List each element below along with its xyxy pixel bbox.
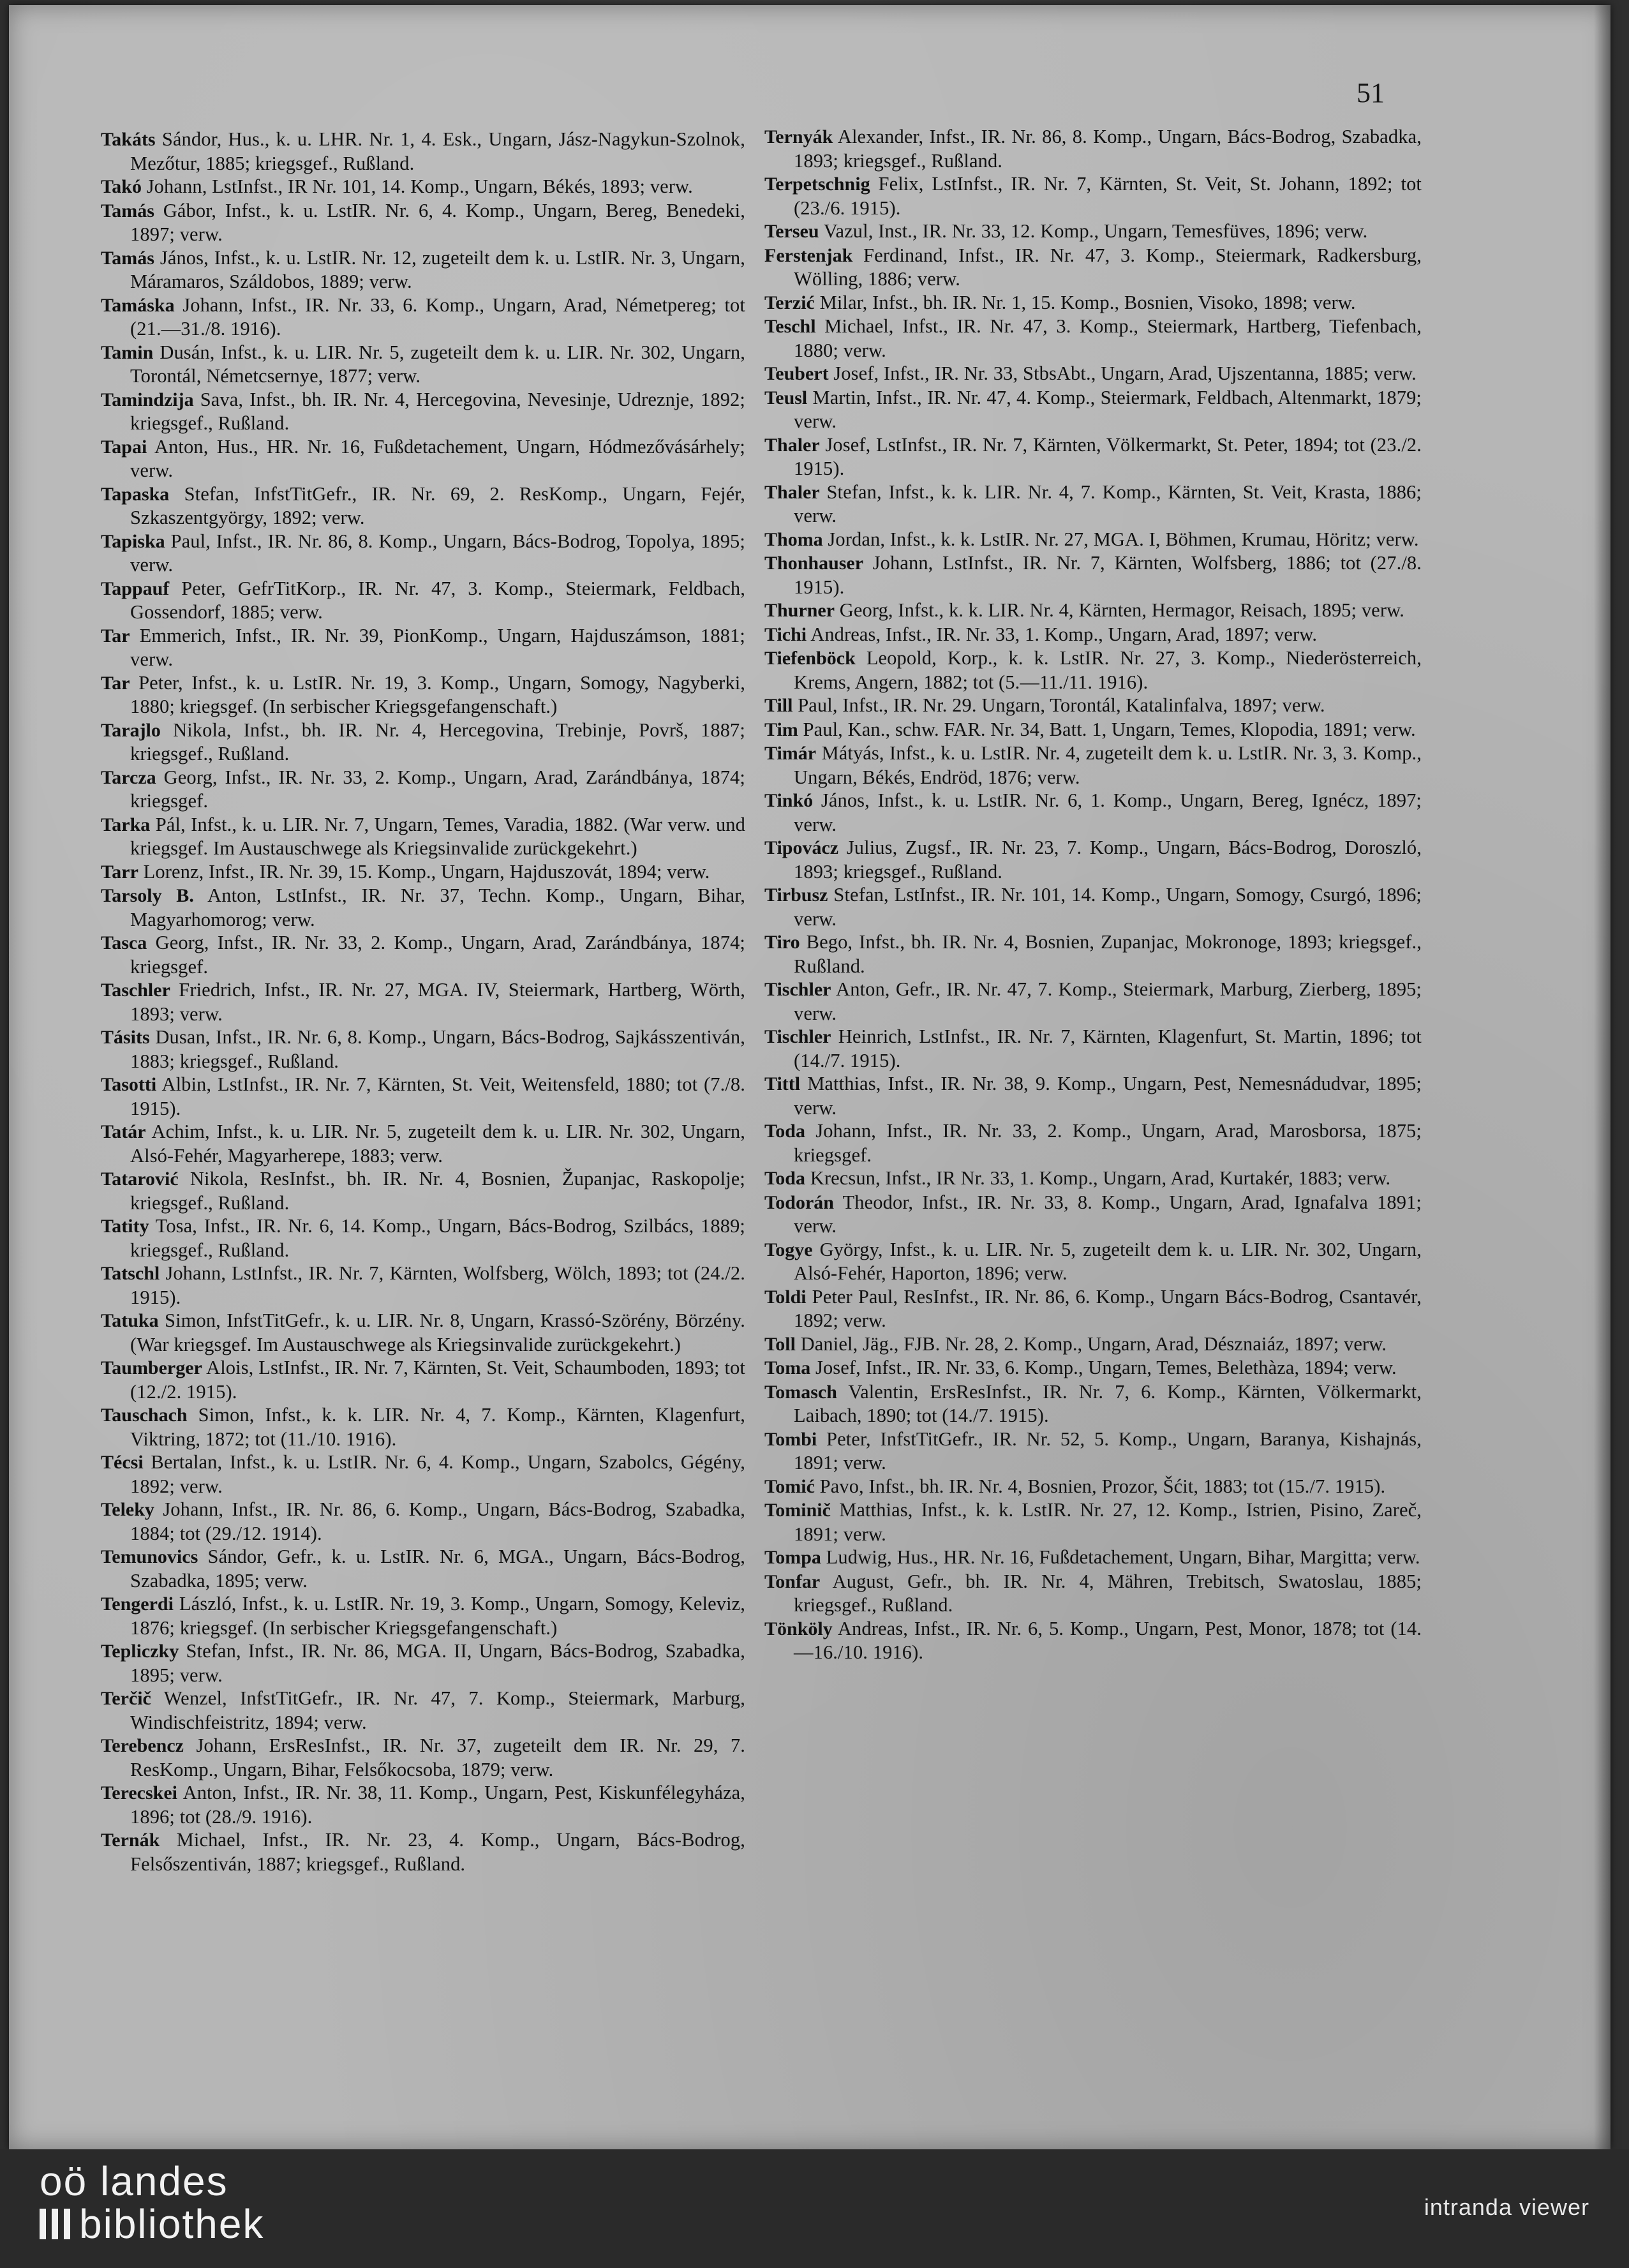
entry-surname: Toda [764, 1168, 805, 1189]
entry-details: Simon, InfstTitGefr., k. u. LIR. Nr. 8, Ungarn, Krassó-Szörény, Börzény. (War kriegsgef. Im Austauschwege als Kriegsinvalide zurückgekehrt.) [130, 1309, 745, 1355]
entry-details: Peter Paul, ResInfst., IR. Nr. 86, 6. Komp., Ungarn Bács-Bodrog, Csantavér, 1892; verw. [794, 1285, 1422, 1331]
entry-surname: Tischler [764, 979, 831, 1000]
register-entry [764, 623, 1422, 647]
register-entry [764, 1025, 1422, 1072]
entry-surname: Tapaska [101, 483, 170, 505]
register-entry [764, 836, 1422, 883]
entry-details: Gábor, Infst., k. u. LstIR. Nr. 6, 4. Komp., Ungarn, Bereg, Benedeki, 1897; verw. [130, 199, 745, 245]
register-entry [101, 1214, 745, 1262]
entry-surname: Tapiska [101, 530, 165, 552]
register-entry [101, 1120, 745, 1167]
entry-surname: Tittl [764, 1073, 801, 1094]
viewer-brand[interactable]: intranda viewer [1424, 2194, 1589, 2220]
register-entry [101, 766, 745, 813]
entry-details: Johann, Infst., IR. Nr. 33, 6. Komp., Ungarn, Arad, Németpereg; tot (21.—31./8. 1916). [130, 294, 745, 339]
entry-details: Julius, Zugsf., IR. Nr. 23, 7. Komp., Ungarn, Bács-Bodrog, Doroszló, 1893; kriegsgef., Rußland. [794, 837, 1422, 883]
entry-surname: Taschler [101, 980, 170, 1001]
entry-surname: Toda [764, 1121, 805, 1142]
entry-details: Peter, InfstTitGefr., IR. Nr. 52, 5. Komp., Ungarn, Baranya, Kishajnás, 1891; verw. [794, 1428, 1422, 1473]
register-entry [101, 199, 745, 246]
entry-surname: Tatity [101, 1216, 149, 1237]
register-entry [101, 1167, 745, 1214]
entry-surname: Toll [764, 1333, 796, 1355]
entry-surname: Tatschl [101, 1263, 160, 1284]
register-entry [764, 978, 1422, 1025]
entry-details: Josef, LstInfst., IR. Nr. 7, Kärnten, Völkermarkt, St. Peter, 1894; tot (23./2. 1915). [794, 433, 1422, 479]
register-entry [764, 315, 1422, 362]
register-entry [101, 128, 745, 175]
entry-surname: Tasotti [101, 1074, 157, 1095]
entry-details: Peter, Infst., k. u. LstIR. Nr. 19, 3. Komp., Ungarn, Somogy, Nagyberki, 1880; kriegsgef. (In serbischer Kriegsgefangenschaft.) [130, 671, 746, 717]
entry-details: Andreas, Infst., IR. Nr. 33, 1. Komp., Ungarn, Arad, 1897; verw. [810, 623, 1318, 645]
entry-surname: Tatár [101, 1121, 146, 1142]
entry-surname: Ferstenjak [764, 244, 853, 266]
entry-surname: Takó [101, 176, 142, 197]
register-entry [101, 1687, 745, 1734]
entry-details: Matthias, Infst., k. k. LstIR. Nr. 27, 12. Komp., Istrien, Pisino, Zareč, 1891; verw. [794, 1499, 1422, 1545]
entry-surname: Tapai [101, 436, 147, 458]
register-entry [764, 125, 1422, 172]
register-entry [764, 1332, 1422, 1357]
register-entry [101, 341, 745, 388]
register-entry [101, 1403, 745, 1451]
logo-line-2: bibliothek [79, 2201, 265, 2247]
register-entry [101, 1309, 745, 1356]
entry-surname: Tichi [764, 623, 807, 645]
entry-surname: Tinkó [764, 790, 814, 811]
entry-details: Martin, Infst., IR. Nr. 47, 4. Komp., Steiermark, Feldbach, Altenmarkt, 1879; verw. [794, 386, 1422, 432]
register-entry [764, 1617, 1422, 1664]
entry-details: Johann, Infst., IR. Nr. 86, 6. Komp., Ungarn, Bács-Bodrog, Szabadka, 1884; tot (29./12. 1914). [130, 1498, 746, 1544]
register-entry [101, 388, 745, 435]
entry-surname: Thonhauser [764, 553, 864, 574]
entry-details: Krecsun, Infst., IR Nr. 33, 1. Komp., Ungarn, Arad, Kurtakér, 1883; verw. [810, 1167, 1391, 1189]
register-entry [101, 1639, 745, 1687]
register-entry [101, 1734, 745, 1781]
entry-details: György, Infst., k. u. LIR. Nr. 5, zugeteilt dem k. u. LIR. Nr. 302, Ungarn, Alsó-Fehér, Haporton, 1896; verw. [794, 1238, 1422, 1284]
entry-details: Dusan, Infst., IR. Nr. 6, 8. Komp., Ungarn, Bács-Bodrog, Sajkásszentiván, 1883; kriegsgef., Rußland. [130, 1026, 745, 1072]
entry-details: Anton, Hus., HR. Nr. 16, Fußdetachement, Ungarn, Hódmezővásárhely; verw. [130, 435, 745, 481]
register-entry [764, 1238, 1422, 1285]
entry-details: Daniel, Jäg., FJB. Nr. 28, 2. Komp., Ungarn, Arad, Désznaiáz, 1897; verw. [800, 1332, 1387, 1355]
register-entry [764, 1570, 1422, 1617]
page-edge-shadow [1594, 5, 1610, 2149]
register-entry [101, 978, 745, 1026]
register-entry [101, 482, 745, 530]
entry-details: Georg, Infst., IR. Nr. 33, 2. Komp., Ungarn, Arad, Zarándbánya, 1874; kriegsgef. [130, 932, 745, 978]
register-entry [764, 528, 1422, 552]
entry-details: Alois, LstInfst., IR. Nr. 7, Kärnten, St. Veit, Schaumboden, 1893; tot (12./2. 1915). [130, 1357, 745, 1403]
entry-surname: Tamás [101, 200, 154, 221]
entry-details: Jordan, Infst., k. k. LstIR. Nr. 27, MGA. I, Böhmen, Krumau, Höritz; verw. [828, 528, 1419, 550]
entry-surname: Tombi [764, 1428, 817, 1450]
register-entry [764, 694, 1422, 718]
entry-details: Anton, LstInfst., IR. Nr. 37, Techn. Komp., Ungarn, Bihar, Magyarhomorog; verw. [130, 884, 746, 930]
entry-details: Albin, LstInfst., IR. Nr. 7, Kärnten, St. Veit, Weitensfeld, 1880; tot (7./8. 1915). [130, 1073, 745, 1119]
entry-details: László, Infst., k. u. LstIR. Nr. 19, 3. Komp., Ungarn, Somogy, Keleviz, 1876; kriegsgef. (In serbischer Kriegsgefangenschaft.) [130, 1593, 745, 1639]
entry-details: Anton, Gefr., IR. Nr. 47, 7. Komp., Steiermark, Marburg, Zierberg, 1895; verw. [794, 978, 1422, 1024]
register-entry [101, 1828, 745, 1876]
entry-surname: Ternyák [764, 126, 833, 147]
entry-details: Johann, LstInfst., IR Nr. 101, 14. Komp., Ungarn, Békés, 1893; verw. [146, 175, 693, 197]
entry-surname: Tim [764, 719, 798, 740]
entry-details: Johann, ErsResInfst., IR. Nr. 37, zugeteilt dem IR. Nr. 29, 7. ResKomp., Ungarn, Bihar, Felsőkocsoba, 1879; verw. [130, 1735, 745, 1780]
entry-details: Theodor, Infst., IR. Nr. 33, 8. Komp., Ungarn, Arad, Ignafalva 1891; verw. [794, 1191, 1422, 1237]
entry-surname: Tarcza [101, 766, 156, 788]
register-entry [101, 530, 745, 577]
entry-details: Stefan, InfstTitGefr., IR. Nr. 69, 2. ResKomp., Ungarn, Fejér, Szkaszentgyörgy, 1892; verw. [130, 482, 745, 528]
entry-details: Vazul, Inst., IR. Nr. 33, 12. Komp., Ungarn, Temesfüves, 1896; verw. [823, 220, 1368, 242]
entry-surname: Teleky [101, 1499, 154, 1520]
register-entry [101, 435, 745, 482]
entry-surname: Terčič [101, 1688, 151, 1709]
entry-details: Friedrich, Infst., IR. Nr. 27, MGA. IV, Steiermark, Hartberg, Wörth, 1893; verw. [130, 979, 745, 1025]
entry-surname: Terseu [764, 221, 819, 242]
entry-details: Heinrich, LstInfst., IR. Nr. 7, Kärnten, Klagenfurt, St. Martin, 1896; tot (14./7. 1915). [794, 1026, 1422, 1071]
register-entry [764, 220, 1422, 244]
register-entry [101, 1498, 745, 1545]
entry-surname: Thaler [764, 434, 820, 456]
entry-details: Stefan, Infst., IR. Nr. 86, MGA. II, Ungarn, Bács-Bodrog, Szabadka, 1895; verw. [130, 1640, 745, 1686]
entry-surname: Tappauf [101, 578, 170, 599]
entry-details: Ferdinand, Infst., IR. Nr. 47, 3. Komp., Steiermark, Radkersburg, Wölling, 1886; verw. [794, 244, 1422, 290]
entry-surname: Tompa [764, 1547, 821, 1568]
entry-details: Leopold, Korp., k. k. LstIR. Nr. 27, 3. Komp., Niederösterreich, Krems, Angern, 1882; tot (5.—11./11. 1916). [794, 647, 1422, 693]
entry-details: Johann, Infst., IR. Nr. 33, 2. Komp., Ungarn, Arad, Marosborsa, 1875; kriegsgef. [794, 1120, 1422, 1166]
register-entry [101, 1262, 745, 1309]
entry-surname: Tamás [101, 247, 154, 269]
entry-surname: Tauschach [101, 1405, 188, 1426]
entry-surname: Teubert [764, 363, 829, 384]
entry-surname: Terebencz [101, 1735, 184, 1756]
entry-surname: Timár [764, 743, 817, 764]
entry-details: Michael, Infst., IR. Nr. 47, 3. Komp., Steiermark, Hartberg, Tiefenbach, 1880; verw. [794, 315, 1422, 361]
entry-surname: Toma [764, 1357, 811, 1378]
register-entry [101, 1592, 745, 1639]
entry-surname: Togye [764, 1239, 813, 1260]
entry-surname: Toldi [764, 1286, 807, 1308]
entry-surname: Ternák [101, 1830, 160, 1851]
register-entry [101, 884, 745, 931]
entry-details: Ludwig, Hus., HR. Nr. 16, Fußdetachement, Ungarn, Bihar, Margitta; verw. [826, 1546, 1420, 1568]
entry-surname: Tarr [101, 861, 138, 883]
entry-surname: Todorán [764, 1191, 834, 1213]
entry-surname: Tatuka [101, 1310, 159, 1331]
entry-surname: Tischler [764, 1026, 831, 1047]
entry-surname: Thoma [764, 528, 823, 550]
entry-details: Bertalan, Infst., k. u. LstIR. Nr. 6, 4. Komp., Ungarn, Szabolcs, Gégény, 1892; verw. [130, 1451, 745, 1497]
register-entry [101, 294, 745, 341]
entry-surname: Temunovics [101, 1546, 198, 1567]
entry-surname: Thurner [764, 600, 835, 621]
register-entry [101, 1073, 745, 1120]
entry-details: Tosa, Infst., IR. Nr. 6, 14. Komp., Ungarn, Bács-Bodrog, Szilbács, 1889; kriegsgef., Rußland. [130, 1215, 745, 1261]
entry-surname: Terecskei [101, 1782, 177, 1803]
entry-details: Lorenz, Infst., IR. Nr. 39, 15. Komp., Ungarn, Hajduszovát, 1894; verw. [143, 860, 710, 883]
entry-details: Sándor, Hus., k. u. LHR. Nr. 1, 4. Esk., Ungarn, Jász-Nagykun-Szolnok, Mezőtur, 1885; kriegsgef., Rußland. [130, 128, 745, 174]
register-entry [101, 1781, 745, 1828]
register-entry [764, 172, 1422, 220]
register-entry [764, 1167, 1422, 1191]
entry-details: Valentin, ErsResInfst., IR. Nr. 7, 6. Komp., Kärnten, Völkermarkt, Laibach, 1890; tot (14./7. 1915). [794, 1380, 1422, 1426]
register-entry [764, 433, 1422, 481]
entry-details: Pavo, Infst., bh. IR. Nr. 4, Bosnien, Prozor, Šćit, 1883; tot (15./7. 1915). [819, 1475, 1386, 1497]
entry-surname: Tiro [764, 932, 800, 953]
register-entry [764, 1119, 1422, 1167]
left-column [101, 128, 745, 2042]
register-entry [101, 1356, 745, 1403]
entry-surname: Tamáska [101, 294, 175, 316]
entry-surname: Takáts [101, 129, 156, 150]
entry-details: Sándor, Gefr., k. u. LstIR. Nr. 6, MGA., Ungarn, Bács-Bodrog, Szabadka, 1895; verw. [130, 1546, 745, 1592]
entry-details: Michael, Infst., IR. Nr. 23, 4. Komp., Ungarn, Bács-Bodrog, Felsőszentiván, 1887; kriegsgef., Rußland. [130, 1829, 745, 1875]
register-entry [764, 244, 1422, 291]
entry-surname: Tar [101, 625, 130, 646]
entry-details: Sava, Infst., bh. IR. Nr. 4, Hercegovina, Nevesinje, Udreznje, 1892; kriegsgef., Rußland. [130, 388, 745, 434]
register-entry [101, 931, 745, 978]
register-entry [101, 719, 745, 766]
entry-surname: Taumberger [101, 1357, 202, 1378]
entry-details: Johann, LstInfst., IR. Nr. 7, Kärnten, Wolfsberg, Wölch, 1893; tot (24./2. 1915). [130, 1262, 746, 1308]
register-entry [764, 1475, 1422, 1499]
entry-details: August, Gefr., bh. IR. Nr. 4, Mähren, Trebitsch, Swatoslau, 1885; kriegsgef., Rußland. [794, 1570, 1422, 1616]
register-entry [101, 246, 745, 294]
entry-surname: Técsi [101, 1452, 144, 1473]
register-entry [101, 1451, 745, 1498]
register-entry [101, 671, 745, 719]
register-entry [764, 599, 1422, 623]
entry-details: Georg, Infst., IR. Nr. 33, 2. Komp., Ungarn, Arad, Zarándbánya, 1874; kriegsgef. [130, 766, 745, 812]
register-entry [101, 175, 745, 199]
register-entry [764, 1285, 1422, 1332]
library-logo[interactable] [40, 2158, 265, 2247]
entry-details: Bego, Infst., bh. IR. Nr. 4, Bosnien, Zupanjac, Mokronoge, 1893; kriegsgef., Rußland. [794, 931, 1422, 977]
register-entry [764, 930, 1422, 978]
entry-surname: Tatarović [101, 1168, 179, 1190]
entry-details: Mátyás, Infst., k. u. LstIR. Nr. 4, zugeteilt dem k. u. LstIR. Nr. 3, 3. Komp., Ungarn, Békés, Endröd, 1876; verw. [794, 742, 1422, 788]
entry-details: Simon, Infst., k. k. LIR. Nr. 4, 7. Komp., Kärnten, Klagenfurt, Viktring, 1872; tot (11./10. 1916). [130, 1404, 745, 1450]
entry-surname: Thaler [764, 481, 820, 503]
entry-surname: Tarka [101, 814, 151, 835]
entry-surname: Terpetschnig [764, 174, 870, 195]
entry-surname: Tominič [764, 1500, 831, 1521]
entry-surname: Tasca [101, 932, 147, 953]
entry-details: Josef, Infst., IR. Nr. 33, 6. Komp., Ungarn, Temes, Belethàza, 1894; verw. [815, 1357, 1397, 1378]
entry-details: Emmerich, Infst., IR. Nr. 39, PionKomp., Ungarn, Hajduszámson, 1881; verw. [130, 624, 745, 670]
entry-details: Matthias, Infst., IR. Nr. 38, 9. Komp., Ungarn, Pest, Nemesnádudvar, 1895; verw. [794, 1073, 1422, 1119]
logo-line-2-wrap [40, 2202, 264, 2246]
entry-surname: Terzić [764, 292, 815, 313]
entry-details: Peter, GefrTitKorp., IR. Nr. 47, 3. Komp., Steiermark, Feldbach, Gossendorf, 1885; verw. [130, 577, 745, 623]
entry-surname: Tonfar [764, 1570, 821, 1592]
entry-details: János, Infst., k. u. LstIR. Nr. 6, 1. Komp., Ungarn, Bereg, Ignécz, 1897; verw. [794, 789, 1422, 835]
entry-details: Johann, LstInfst., IR. Nr. 7, Kärnten, Wolfsberg, 1886; tot (27./8. 1915). [794, 552, 1422, 598]
entry-surname: Till [764, 695, 793, 716]
entry-surname: Tamin [101, 341, 154, 363]
entry-details: Paul, Infst., IR. Nr. 86, 8. Komp., Ungarn, Bács-Bodrog, Topolya, 1895; verw. [130, 530, 745, 576]
page-number: 51 [1357, 77, 1385, 108]
right-column [764, 125, 1422, 2040]
entry-surname: Tamindzija [101, 389, 194, 410]
register-entry [764, 789, 1422, 836]
entry-details: Felix, LstInfst., IR. Nr. 7, Kärnten, St. Veit, St. Johann, 1892; tot (23./6. 1915). [794, 173, 1422, 219]
register-entry [764, 291, 1422, 315]
entry-details: János, Infst., k. u. LstIR. Nr. 12, zugeteilt dem k. u. LstIR. Nr. 3, Ungarn, Máramaros, Száldobos, 1889; verw. [130, 246, 745, 292]
entry-details: Nikola, ResInfst., bh. IR. Nr. 4, Bosnien, Županjac, Raskopolje; kriegsgef., Rußland. [130, 1168, 745, 1214]
register-entry [764, 1191, 1422, 1238]
register-entry [764, 1356, 1422, 1380]
register-entry [101, 1026, 745, 1073]
register-entry [101, 577, 745, 624]
entry-details: Paul, Kan., schw. FAR. Nr. 34, Batt. 1, Ungarn, Temes, Klopodia, 1891; verw. [803, 718, 1416, 740]
entry-details: Dusán, Infst., k. u. LIR. Nr. 5, zugeteilt dem k. u. LIR. Nr. 302, Ungarn, Torontál, Németcsernye, 1877; verw. [130, 341, 745, 387]
register-entry [764, 646, 1422, 694]
entry-surname: Tomasch [764, 1381, 837, 1403]
entry-surname: Tirbusz [764, 884, 828, 906]
entry-details: Nikola, Infst., bh. IR. Nr. 4, Hercegovina, Trebinje, Površ, 1887; kriegsgef., Rußland. [130, 719, 745, 765]
register-entry [764, 1546, 1422, 1570]
register-entry [764, 883, 1422, 930]
entry-surname: Tarajlo [101, 719, 161, 741]
register-entry [764, 1072, 1422, 1119]
entry-details: Pál, Infst., k. u. LIR. Nr. 7, Ungarn, Temes, Varadia, 1882. (War verw. und kriegsgef. Im Austauschwege als Kriegsinvalide zurückgekehrt.) [130, 813, 745, 859]
register-entry [764, 386, 1422, 433]
entry-details: Josef, Infst., IR. Nr. 33, StbsAbt., Ungarn, Arad, Ujszentanna, 1885; verw. [833, 362, 1417, 384]
entry-surname: Tepliczky [101, 1641, 179, 1662]
entry-details: Stefan, LstInfst., IR. Nr. 101, 14. Komp., Ungarn, Somogy, Csurgó, 1896; verw. [794, 884, 1422, 930]
register-entry [764, 1428, 1422, 1475]
entry-details: Andreas, Infst., IR. Nr. 6, 5. Komp., Ungarn, Pest, Monor, 1878; tot (14.—16./10. 1916). [794, 1617, 1422, 1663]
entry-surname: Teusl [764, 387, 808, 408]
logo-bars-icon [40, 2209, 70, 2239]
entry-surname: Tönköly [764, 1618, 833, 1639]
register-entry [101, 813, 745, 860]
register-entry [764, 742, 1422, 789]
entry-surname: Tiefenböck [764, 648, 856, 669]
register-entry [101, 860, 745, 884]
register-entry [764, 362, 1422, 386]
entry-surname: Tomić [764, 1475, 815, 1497]
register-entry [764, 1498, 1422, 1546]
entry-surname: Teschl [764, 316, 816, 337]
entry-surname: Tásits [101, 1027, 150, 1048]
entry-details: Achim, Infst., k. u. LIR. Nr. 5, zugeteilt dem k. u. LIR. Nr. 302, Ungarn, Alsó-Fehér, Magyarherepe, 1883; verw. [130, 1121, 745, 1167]
entry-surname: Tengerdi [101, 1593, 174, 1615]
entry-details: Milar, Infst., bh. IR. Nr. 1, 15. Komp., Bosnien, Visoko, 1898; verw. [819, 291, 1356, 313]
entry-details: Paul, Infst., IR. Nr. 29. Ungarn, Torontál, Katalinfalva, 1897; verw. [798, 694, 1325, 716]
entry-surname: Tar [101, 672, 130, 694]
logo-line-1: oö landes [40, 2158, 228, 2204]
register-entry [764, 1380, 1422, 1428]
entry-details: Anton, Infst., IR. Nr. 38, 11. Komp., Ungarn, Pest, Kiskunfélegyháza, 1896; tot (28./9. 1916). [130, 1782, 745, 1828]
entry-details: Stefan, Infst., k. k. LIR. Nr. 4, 7. Komp., Kärnten, St. Veit, Krasta, 1886; verw. [794, 481, 1422, 526]
register-entry [101, 1545, 745, 1592]
entry-details: Alexander, Infst., IR. Nr. 86, 8. Komp., Ungarn, Bács-Bodrog, Szabadka, 1893; kriegsgef., Rußland. [794, 126, 1422, 172]
entry-surname: Tarsoly B. [101, 885, 194, 906]
register-entry [764, 481, 1422, 528]
entry-surname: Tipovácz [764, 837, 839, 858]
entry-details: Georg, Infst., k. k. LIR. Nr. 4, Kärnten, Hermagor, Reisach, 1895; verw. [839, 599, 1404, 621]
register-entry [764, 551, 1422, 599]
register-entry [101, 624, 745, 671]
register-entry [764, 718, 1422, 742]
entry-details: Wenzel, InfstTitGefr., IR. Nr. 47, 7. Komp., Steiermark, Marburg, Windischfeistritz, 1894; verw. [130, 1687, 745, 1733]
